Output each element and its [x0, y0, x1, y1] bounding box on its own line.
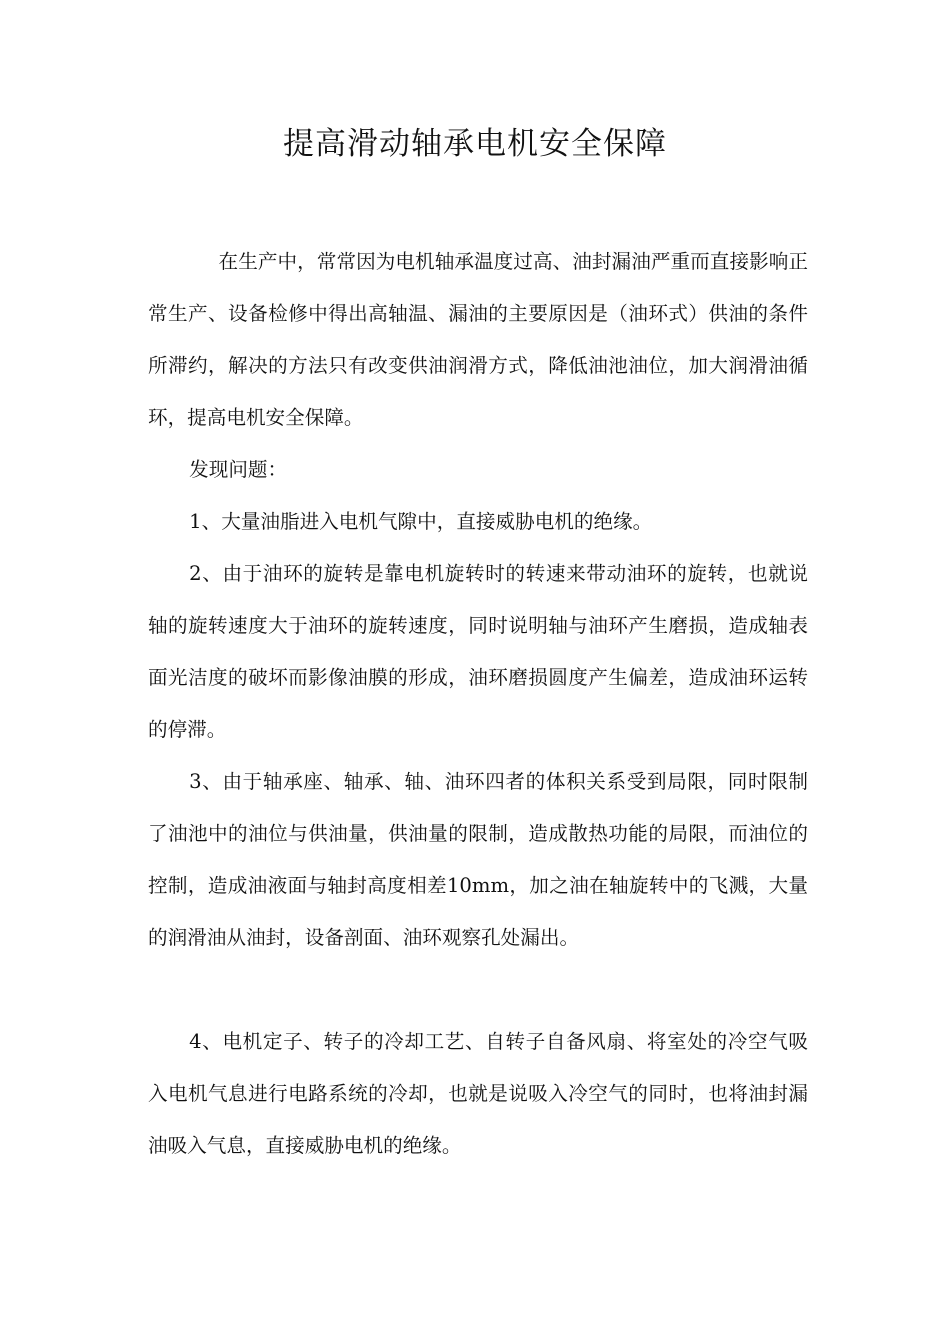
paragraph-findings-heading: 发现问题：: [189, 458, 288, 481]
paragraph-intro: 在生产中，常常因为电机轴承温度过高、油封漏油严重而直接影响正常生产、设备检修中得出高轴温、漏油的主要原因是（油环式）供油的条件所滞约，解决的方法只有改变供油润滑方式，降低油池油位，加大润滑油循环，提高电机安全保障。: [148, 250, 808, 429]
paragraph-item-2: 2、由于油环的旋转是靠电机旋转时的转速来带动油环的旋转，也就说轴的旋转速度大于油环的旋转速度，同时说明轴与油环产生磨损，造成轴表面光洁度的破坏而影像油膜的形成，油环磨损圆度产生偏差，造成油环运转的停滞。: [148, 562, 808, 741]
paragraph-item-4: 4、电机定子、转子的冷却工艺、自转子自备风扇、将室处的冷空气吸入电机气息进行电路系统的冷却，也就是说吸入冷空气的同时，也将油封漏油吸入气息，直接威胁电机的绝缘。: [148, 1030, 808, 1157]
paragraph-item-3: 3、由于轴承座、轴承、轴、油环四者的体积关系受到局限，同时限制了油池中的油位与供油量，供油量的限制，造成散热功能的局限，而油位的控制，造成油液面与轴封高度相差10mm，加之油在轴旋转中的飞溅，大量的润滑油从油封，设备剖面、油环观察孔处漏出。: [148, 770, 808, 949]
paragraph-gap: [148, 964, 808, 1016]
document-body: [148, 236, 808, 1172]
paragraph-item-1: 1、大量油脂进入电机气隙中，直接威胁电机的绝缘。: [189, 510, 653, 533]
document-title: 提高滑动轴承电机安全保障: [283, 126, 667, 162]
